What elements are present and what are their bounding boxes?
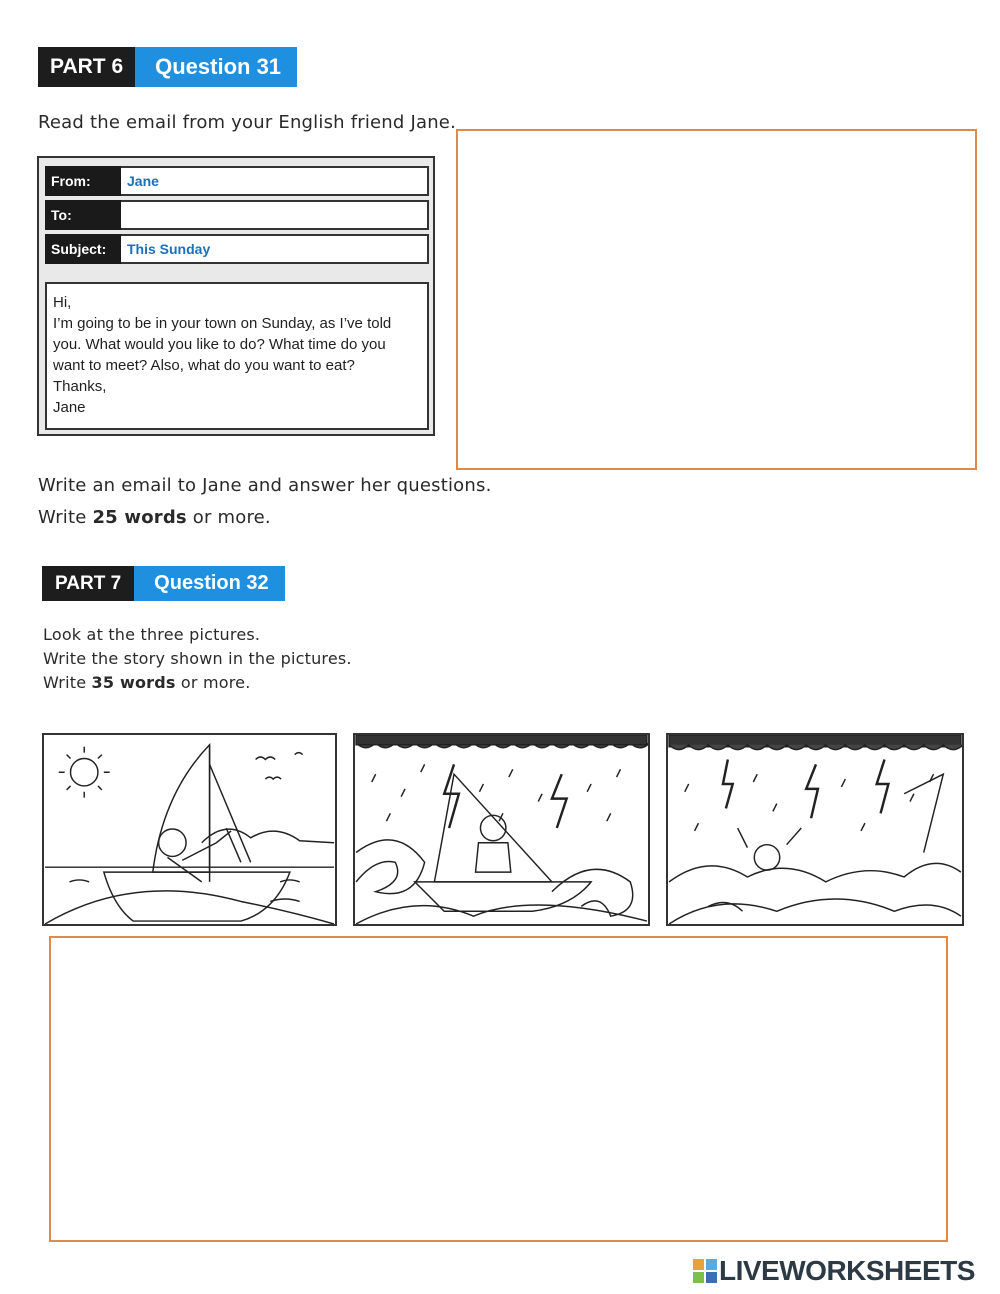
liveworksheets-logo bbox=[693, 1255, 975, 1287]
story-picture-1 bbox=[42, 733, 337, 926]
email-to-value bbox=[121, 200, 429, 230]
logo-text: LIVEWORKSHEETS bbox=[719, 1255, 975, 1286]
email-from-label: From: bbox=[45, 166, 121, 196]
part7-label: PART 7 bbox=[42, 566, 134, 601]
storm-boat-illustration bbox=[355, 735, 648, 924]
part7-line-2: Write the story shown in the pictures. bbox=[43, 649, 352, 668]
part7-word-count: 35 words bbox=[91, 673, 176, 692]
email-answer-box[interactable] bbox=[456, 129, 977, 470]
part6-word-count: 25 words bbox=[92, 507, 187, 528]
part6-instruction-2 bbox=[38, 507, 271, 528]
question31-label: Question 31 bbox=[135, 47, 297, 87]
email-subject-row bbox=[45, 234, 429, 264]
part6-instruction-1: Write an email to Jane and answer her questions. bbox=[38, 475, 492, 496]
email-to-label: To: bbox=[45, 200, 121, 230]
email-body-line: you. What would you like to do? What time do you bbox=[53, 336, 386, 353]
part7-line-3 bbox=[43, 673, 250, 692]
email-to-row bbox=[45, 200, 429, 230]
part6-instruction-2-post: or more. bbox=[186, 507, 271, 528]
email-from-row bbox=[45, 166, 429, 196]
email-body bbox=[45, 282, 429, 430]
part6-instruction-2-pre: Write bbox=[38, 507, 93, 528]
part7-header bbox=[42, 566, 285, 601]
email-subject-label: Subject: bbox=[45, 234, 121, 264]
email-body-line: Jane bbox=[53, 399, 86, 416]
part6-intro: Read the email from your English friend Jane. bbox=[38, 112, 457, 133]
email-form bbox=[37, 156, 435, 436]
story-picture-2 bbox=[353, 733, 650, 926]
story-picture-3 bbox=[666, 733, 964, 926]
email-body-line: Thanks, bbox=[53, 378, 107, 395]
story-answer-box[interactable] bbox=[49, 936, 948, 1242]
logo-icon bbox=[693, 1259, 717, 1283]
sailing-boat-illustration bbox=[44, 735, 335, 924]
part7-line-3-pre: Write bbox=[43, 673, 92, 692]
email-body-line: Hi, bbox=[53, 294, 72, 311]
boy-in-water-illustration bbox=[668, 735, 962, 924]
email-subject-value: This Sunday bbox=[121, 234, 429, 264]
part7-line-1: Look at the three pictures. bbox=[43, 625, 261, 644]
part6-header bbox=[38, 47, 297, 87]
email-body-line: I’m going to be in your town on Sunday, as I’ve told bbox=[53, 315, 392, 332]
email-body-line: want to meet? Also, what do you want to eat? bbox=[53, 357, 355, 374]
part7-line-3-post: or more. bbox=[175, 673, 251, 692]
question32-label: Question 32 bbox=[134, 566, 284, 601]
part6-label: PART 6 bbox=[38, 47, 135, 87]
email-from-value: Jane bbox=[121, 166, 429, 196]
